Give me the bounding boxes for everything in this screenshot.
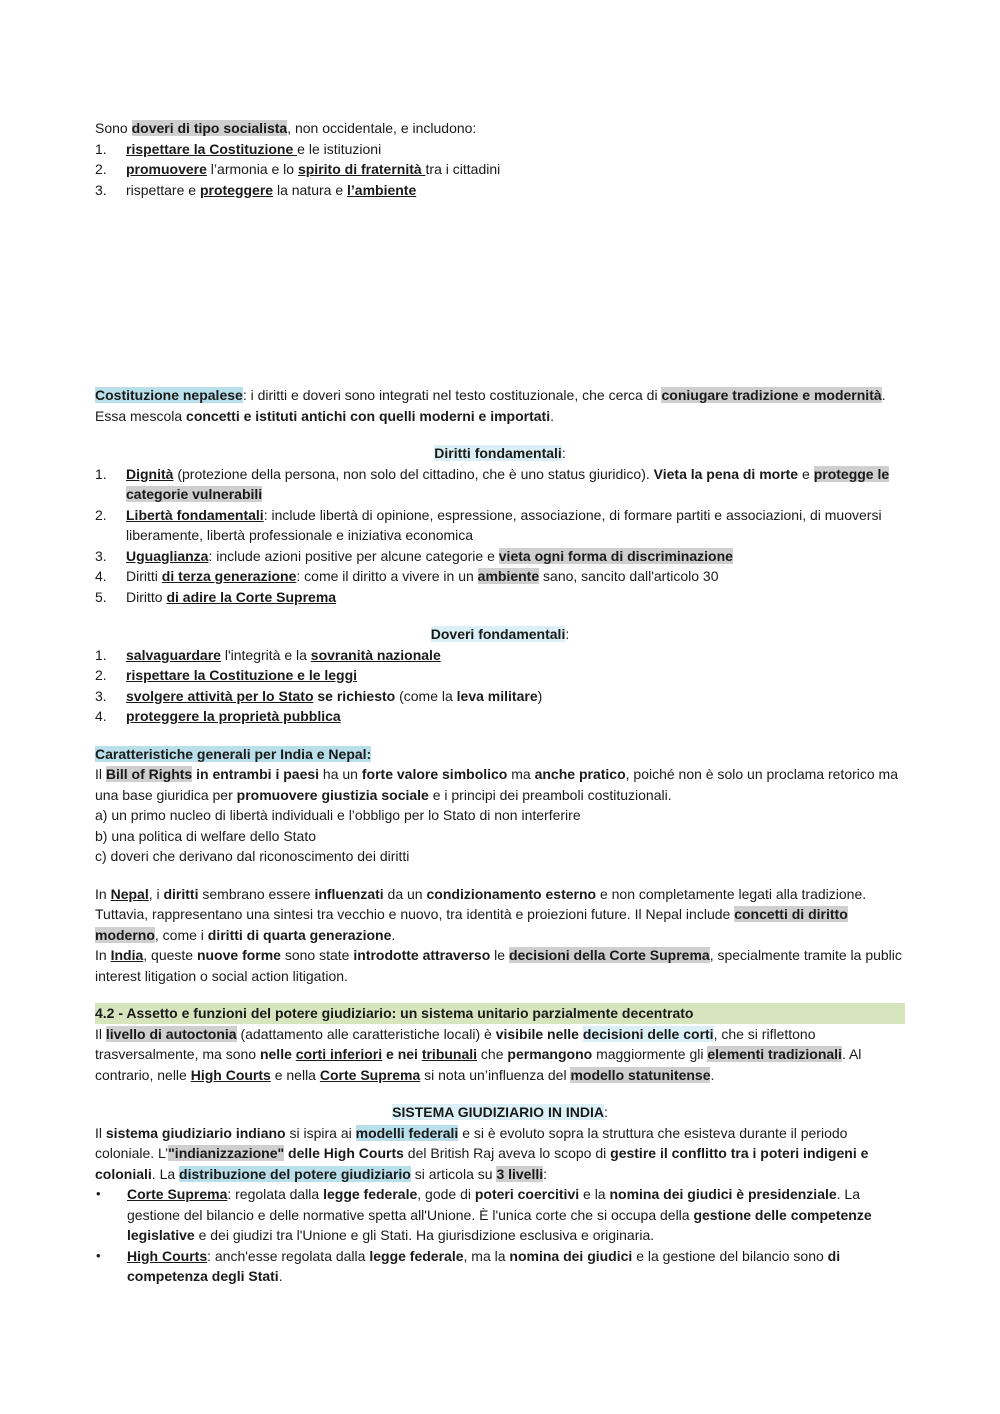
duties-title: Doveri fondamentali: — [430, 626, 570, 642]
list-item: • High Courts: anch'esse regolata dalla legge federale, ma la nomina dei giudici e la gestione del bilancio sono di competenza degli Stati. — [95, 1246, 905, 1287]
general-paragraph: Il Bill of Rights in entrambi i paesi ha un forte valore simbolico ma anche pratico, poiché non è solo un proclama retorico ma una base giuridica per promuovere giustizia sociale e i principi dei preamboli costituzionali. — [95, 766, 898, 803]
bullet-icon: • — [96, 1247, 101, 1263]
nepal-rights-paragraph: In Nepal, i diritti sembrano essere influenzati da un condizionamento esterno e non completamente legati alla tradizione. Tuttavia, rappresentano una sintesi tra vecchio e nuovo, tra identità e proiezioni future. Il Nepal include concetti di diritto moderno, come i diritti di quarta generazione. — [95, 885, 867, 943]
section-heading: 4.2 - Assetto e funzioni del potere giudiziario: un sistema unitario parzialmente decentrato — [95, 1003, 905, 1024]
general-point-b: b) una politica di welfare dello Stato — [95, 827, 317, 844]
list-item: 3. Uguaglianza: include azioni positive per alcune categorie e vieta ogni forma di discriminazione — [95, 547, 733, 564]
list-item: • Corte Suprema: regolata dalla legge federale, gode di poteri coercitivi e la nomina dei giudici è presidenziale. La gestione del bilancio e delle normative spetta all'Unione. È l'unica corte che si occupa della gestione delle competenze legislative e dei giudizi tra l'Unione e gli Stati. Ha giurisdizione esclusiva e originaria. — [95, 1184, 905, 1246]
bullet-icon: • — [96, 1186, 101, 1201]
list-item: 5. Diritto di adire la Corte Suprema — [95, 588, 337, 605]
list-item: 1. salvaguardare l'integrità e la sovranità nazionale — [95, 646, 441, 663]
document-content — [95, 118, 905, 1287]
list-item: 2. Libertà fondamentali: include libertà di opinione, espressione, associazione, di formare partiti e associazioni, di muoversi liberamente, libertà professionale e iniziativa economica — [95, 506, 882, 543]
list-item: 2. promuovere l’armonia e lo spirito di fraternità tra i cittadini — [95, 161, 501, 177]
list-item: 2. rispettare la Costituzione e le leggi — [95, 667, 358, 683]
intro-paragraph: Sono doveri di tipo socialista, non occidentale, e includono: — [95, 120, 477, 136]
nepal-paragraph: Costituzione nepalese: i diritti e doveri sono integrati nel testo costituzionale, che cerca di coniugare tradizione e modernità. Essa mescola concetti e istituti antichi con quelli moderni e importati. — [95, 387, 886, 424]
rights-title: Diritti fondamentali: — [434, 445, 566, 461]
india-rights-paragraph: In India, queste nuove forme sono state introdotte attraverso le decisioni della Corte Suprema, specialmente tramite la public interest litigation o social action litigation. — [95, 947, 902, 984]
list-item: 1. rispettare la Costituzione e le istituzioni — [95, 140, 382, 157]
india-judiciary-paragraph: Il sistema giudiziario indiano si ispira ai modelli federali e si è evoluto sopra la struttura che esisteva durante il periodo coloniale. L’"indianizzazione" delle High Courts del British Raj aveva lo scopo di gestire il conflitto tra i poteri indigeni e coloniali. La distribuzione del potere giudiziario si articola su 3 livelli: — [95, 1124, 869, 1182]
list-item: 4. Diritti di terza generazione: come il diritto a vivere in un ambiente sano, sancito dall'articolo 30 — [95, 568, 719, 584]
section-paragraph: Il livello di autoctonia (adattamento alle caratteristiche locali) è visibile nelle decisioni delle corti, che si riflettono trasversalmente, ma sono nelle corti inferiori e nei tribunali che permangono maggiormente gli elementi tradizionali. Al contrario, nelle High Courts e nella Corte Suprema si nota un’influenza del modello statunitense. — [95, 1025, 862, 1083]
india-judiciary-title: SISTEMA GIUDIZIARIO IN INDIA: — [392, 1104, 608, 1120]
list-item: 3. rispettare e proteggere la natura e l’ambiente — [95, 181, 417, 198]
list-item: 1. Dignità (protezione della persona, non solo del cittadino, che è uno status giuridico). Vieta la pena di morte e protegge le categorie vulnerabili — [95, 465, 890, 502]
general-point-c: c) doveri che derivano dal riconoscimento dei diritti — [95, 848, 410, 864]
general-title: Caratteristiche generali per India e Nepal: — [95, 745, 372, 762]
list-item: 4. proteggere la proprietà pubblica — [95, 708, 341, 724]
list-item: 3. svolgere attività per lo Stato se richiesto (come la leva militare) — [95, 687, 543, 704]
general-point-a: a) un primo nucleo di libertà individuali e l’obbligo per lo Stato di non interferire — [95, 807, 581, 823]
